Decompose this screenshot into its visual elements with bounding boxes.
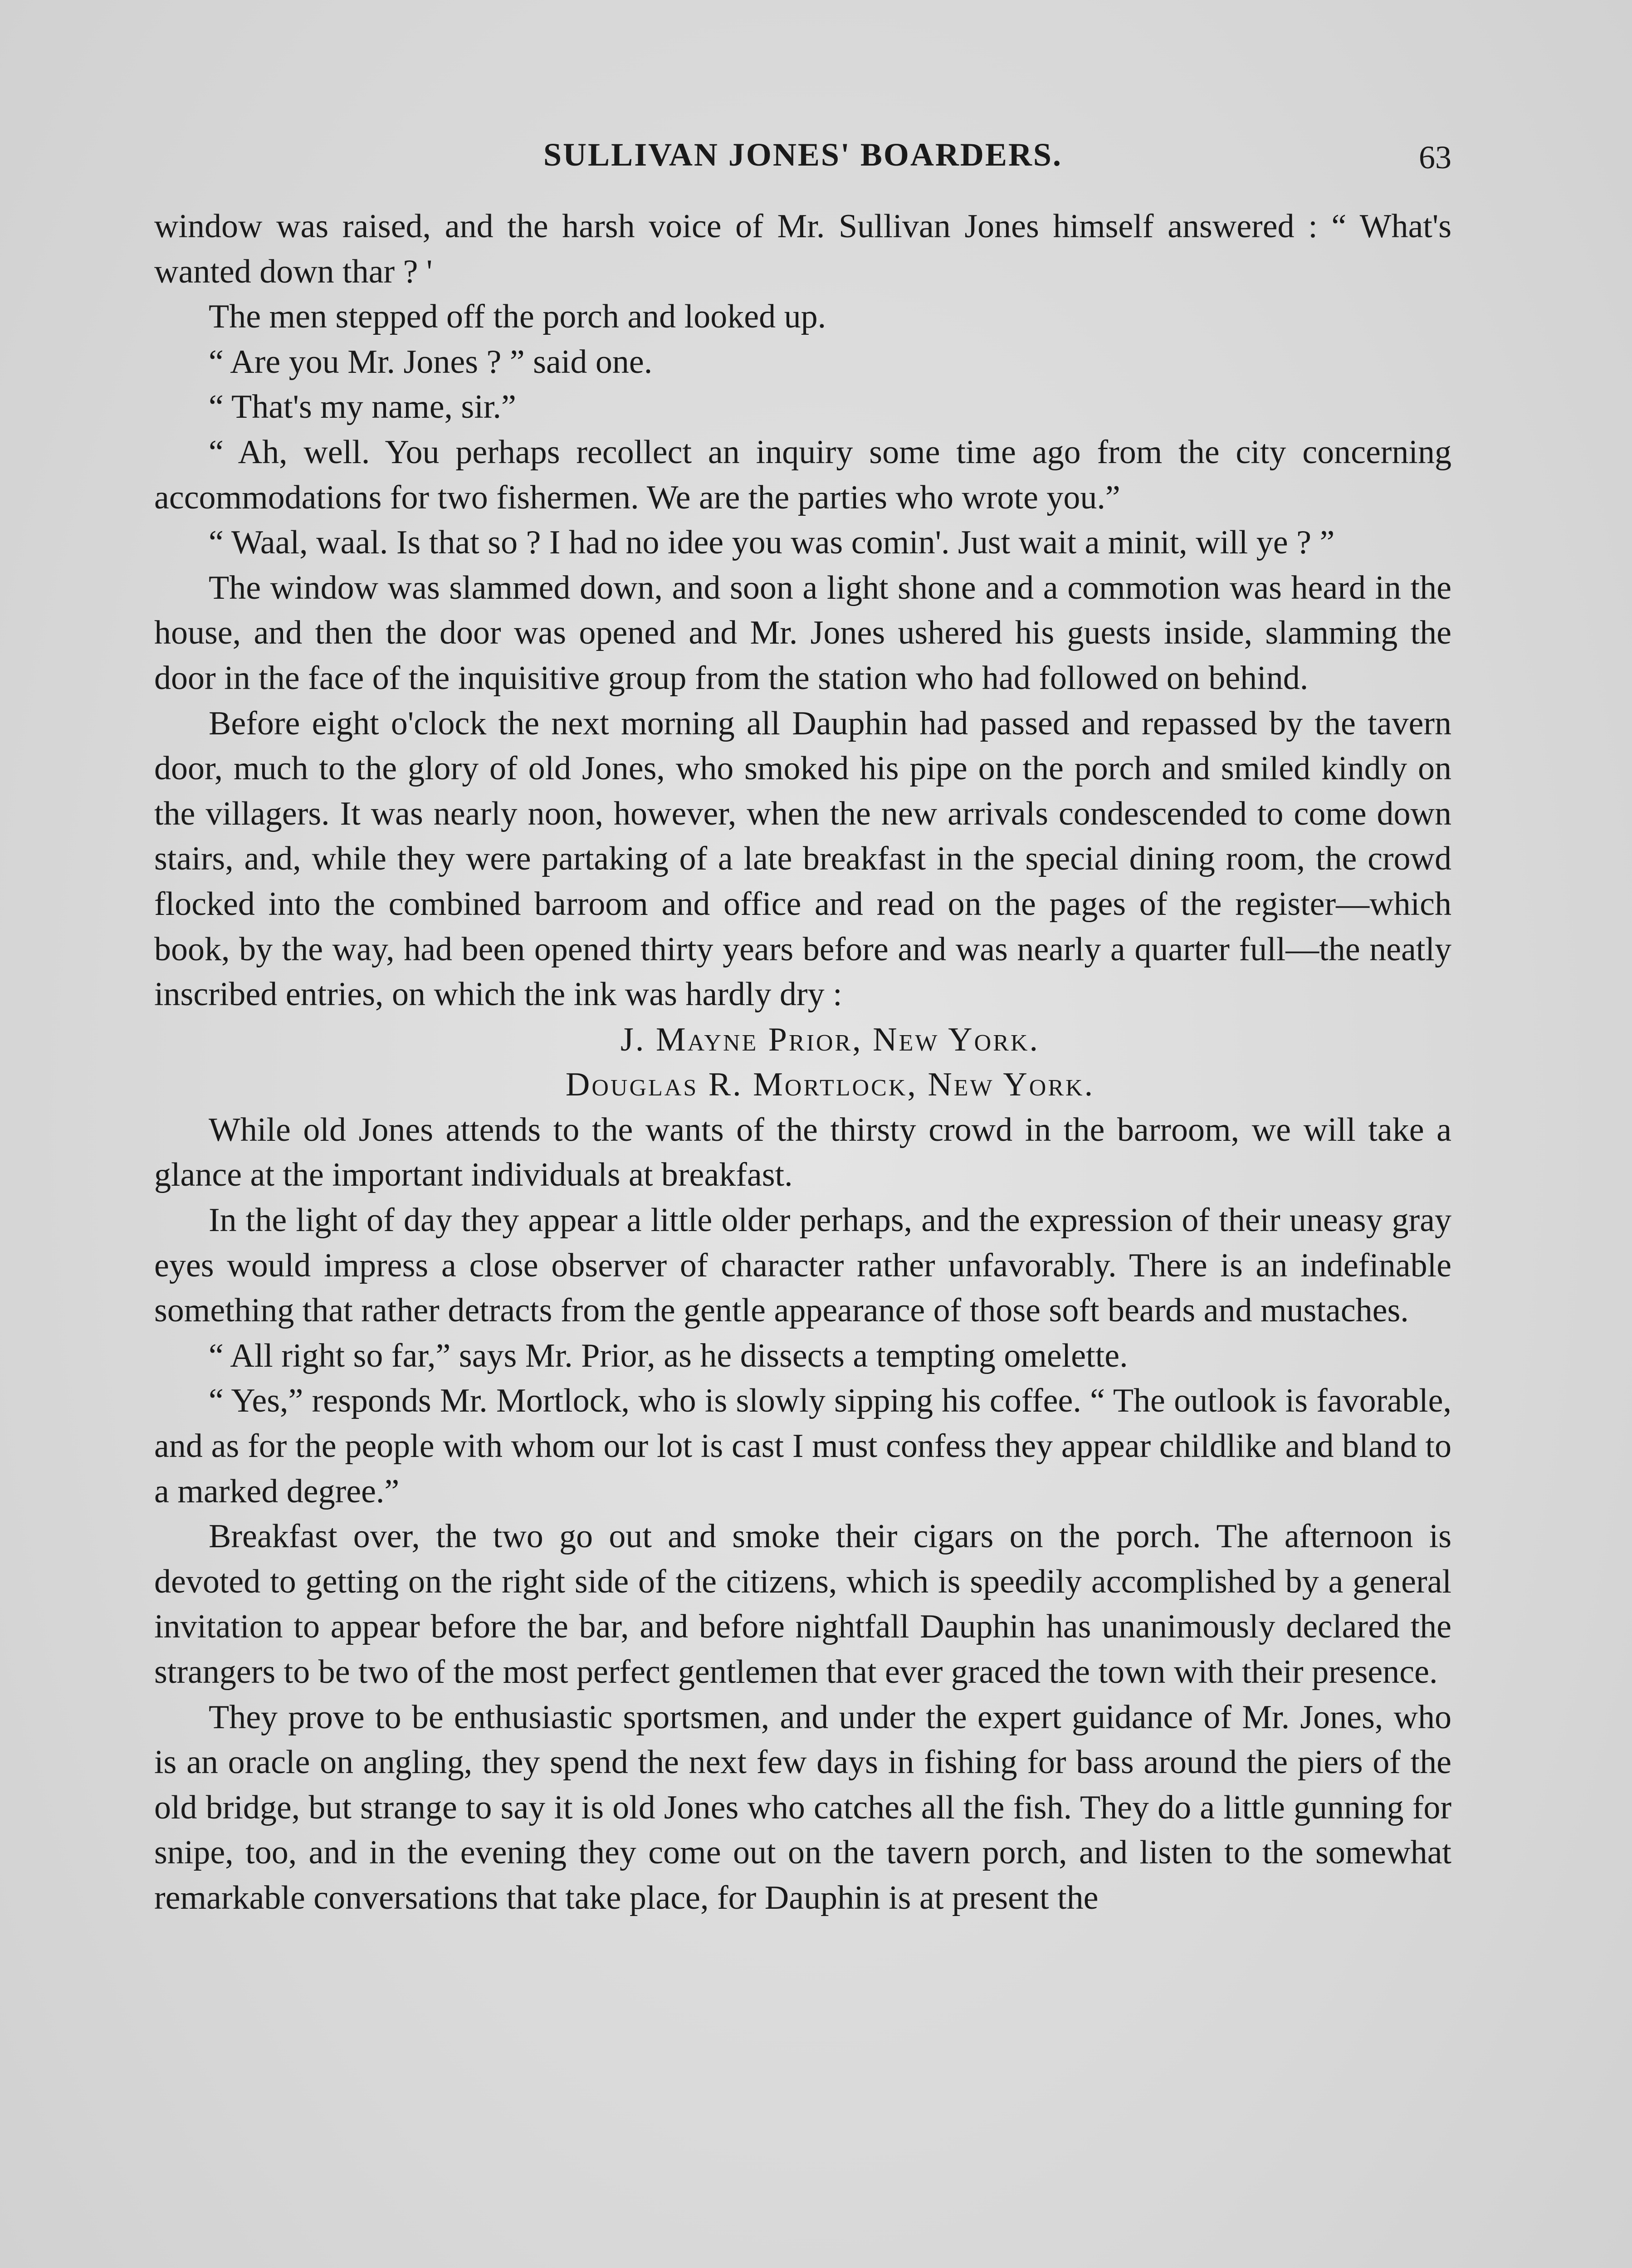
- register-entry: Douglas R. Mortlock, New York.: [565, 1066, 1095, 1104]
- page-header: [154, 136, 1451, 186]
- register-entry: J. Mayne Prior, New York.: [621, 1021, 1040, 1058]
- paragraph: “ All right so far,” says Mr. Prior, as he dissects a tempting omelette.: [209, 1337, 1128, 1374]
- paragraph: “ Are you Mr. Jones ? ” said one.: [209, 343, 653, 381]
- paragraph: “ Yes,” responds Mr. Mortlock, who is slowly sipping his coffee. “ The outlook is favorable, and as for the people with whom our lot is cast I must confess they appear childlike and bland to a marked degree.”: [154, 1382, 1451, 1510]
- paragraph: “ Waal, waal. Is that so ? I had no idee you was comin'. Just wait a minit, will ye ? ”: [209, 524, 1335, 562]
- paragraph: Before eight o'clock the next morning all Dauphin had passed and repassed by the tavern door, much to the glory of old Jones, who smoked his pipe on the porch and smiled kindly on the villagers. It was nearly noon, however, when the new arrivals condescended to come down stairs, and, while they were partaking of a late breakfast in the special dining room, the crowd flocked into the combined barroom and office and read on the pages of the register—which book, by the way, had been opened thirty years before and was nearly a quarter full—the neatly inscribed entries, on which the ink was hardly dry :: [154, 704, 1451, 1013]
- paragraph: Breakfast over, the two go out and smoke their cigars on the porch. The afternoon is devoted to getting on the right side of the citizens, which is speedily accomplished by a general invitation to appear before the bar, and before nightfall Dauphin has unanimously declared the strangers to be two of the most perfect gentlemen that ever graced the town with their presence.: [154, 1518, 1451, 1691]
- paragraph: “ Ah, well. You perhaps recollect an inquiry some time ago from the city concerning accommodations for two fishermen. We are the parties who wrote you.”: [154, 433, 1451, 516]
- paragraph: The window was slammed down, and soon a light shone and a commotion was heard in the house, and then the door was opened and Mr. Jones ushered his guests inside, slamming the door in the face of the inquisitive group from the station who had followed on behind.: [154, 569, 1451, 697]
- body-text: [154, 204, 1451, 1921]
- paragraph: window was raised, and the harsh voice of Mr. Sullivan Jones himself answered : “ What's wanted down thar ? ': [154, 208, 1451, 290]
- running-title: SULLIVAN JONES' BOARDERS.: [543, 137, 1062, 173]
- paragraph: While old Jones attends to the wants of the thirsty crowd in the barroom, we will take a glance at the important individuals at breakfast.: [154, 1111, 1451, 1194]
- paragraph: The men stepped off the porch and looked up.: [209, 298, 826, 336]
- paragraph: In the light of day they appear a little older perhaps, and the expression of their uneasy gray eyes would impress a close observer of character rather unfavorably. There is an indefinable something that rather detracts from the gentle appearance of those soft beards and mustaches.: [154, 1202, 1451, 1330]
- paragraph: They prove to be enthusiastic sportsmen, and under the expert guidance of Mr. Jones, who is an oracle on angling, they spend the next few days in fishing for bass around the piers of the old bridge, but strange to say it is old Jones who catches all the fish. They do a little gunning for snipe, too, and in the evening they come out on the tavern porch, and listen to the somewhat remarkable conversations that take place, for Dauphin is at present the: [154, 1698, 1451, 1916]
- page-number: 63: [1419, 139, 1451, 176]
- paragraph: “ That's my name, sir.”: [209, 388, 516, 426]
